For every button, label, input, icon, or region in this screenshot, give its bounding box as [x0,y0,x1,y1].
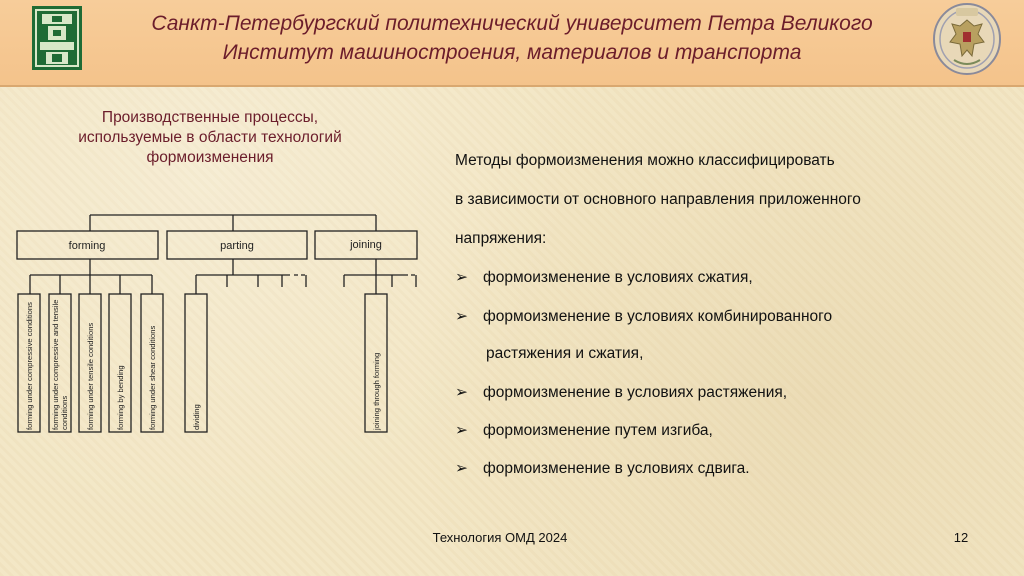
leaf-label: forming under compressive and tensile conditions [51,299,69,430]
bullet-item [455,459,750,478]
footer-text: Технология ОМД 2024 [432,530,568,545]
university-emblem-icon [932,2,1002,76]
arrow-bullet-icon: ➢ [455,308,468,325]
leaf-box [185,294,207,432]
header-bar [0,0,1024,87]
arrow-bullet-icon: ➢ [455,422,468,439]
arrow-bullet-icon: ➢ [455,460,468,477]
bullet-text: формоизменение в условиях сжатия, [483,269,753,286]
leaf-box [79,294,101,432]
leaf-label: dividing [191,404,201,430]
institute-logo-icon [30,4,84,72]
intro-line: в зависимости от основного направления приложенного [455,191,861,208]
university-name: Санкт-Петербургский политехнический университет Петра Великого [151,12,873,35]
leaf-label: forming by bending [115,365,125,430]
bullet-text: формоизменение в условиях растяжения, [483,384,788,401]
bullet-text: формоизменение в условиях комбинированного [483,308,833,325]
leaf-box [49,294,71,432]
diagram-title-line: формоизменения [146,149,274,166]
bullet-item [455,383,787,402]
bullet-text: формоизменение в условиях сдвига. [483,460,750,477]
institute-name: Институт машиностроения, материалов и транспорта [222,41,802,64]
leaf-box [109,294,131,432]
leaf-box [141,294,163,432]
bullet-item [455,307,832,326]
group-label-joining: joining [350,239,382,251]
leaf-label: joining through forming [371,352,381,430]
arrow-bullet-icon: ➢ [455,384,468,401]
leaf-label: forming under compressive conditions [24,302,34,430]
bullet-item [455,421,713,440]
group-label-forming: forming [68,240,106,252]
diagram-title-line: используемые в области технологий [78,129,342,146]
diagram-title [20,108,400,168]
forming-process-tree [12,205,432,445]
arrow-bullet-icon: ➢ [455,269,468,286]
intro-line: напряжения: [455,230,547,247]
group-label-parting: parting [220,240,254,252]
bullet-continuation: растяжения и сжатия, [486,345,644,362]
leaf-box [18,294,40,432]
leaf-box [365,294,387,432]
bullet-item [455,268,753,287]
leaf-label: forming under tensile conditions [85,322,95,430]
leaf-label: forming under shear conditions [147,325,157,430]
diagram-title-line: Производственные процессы, [101,109,319,126]
intro-line: Методы формоизменения можно классифицировать [455,152,835,169]
bullet-text: формоизменение путем изгиба, [483,422,713,439]
page-number: 12 [953,530,969,545]
